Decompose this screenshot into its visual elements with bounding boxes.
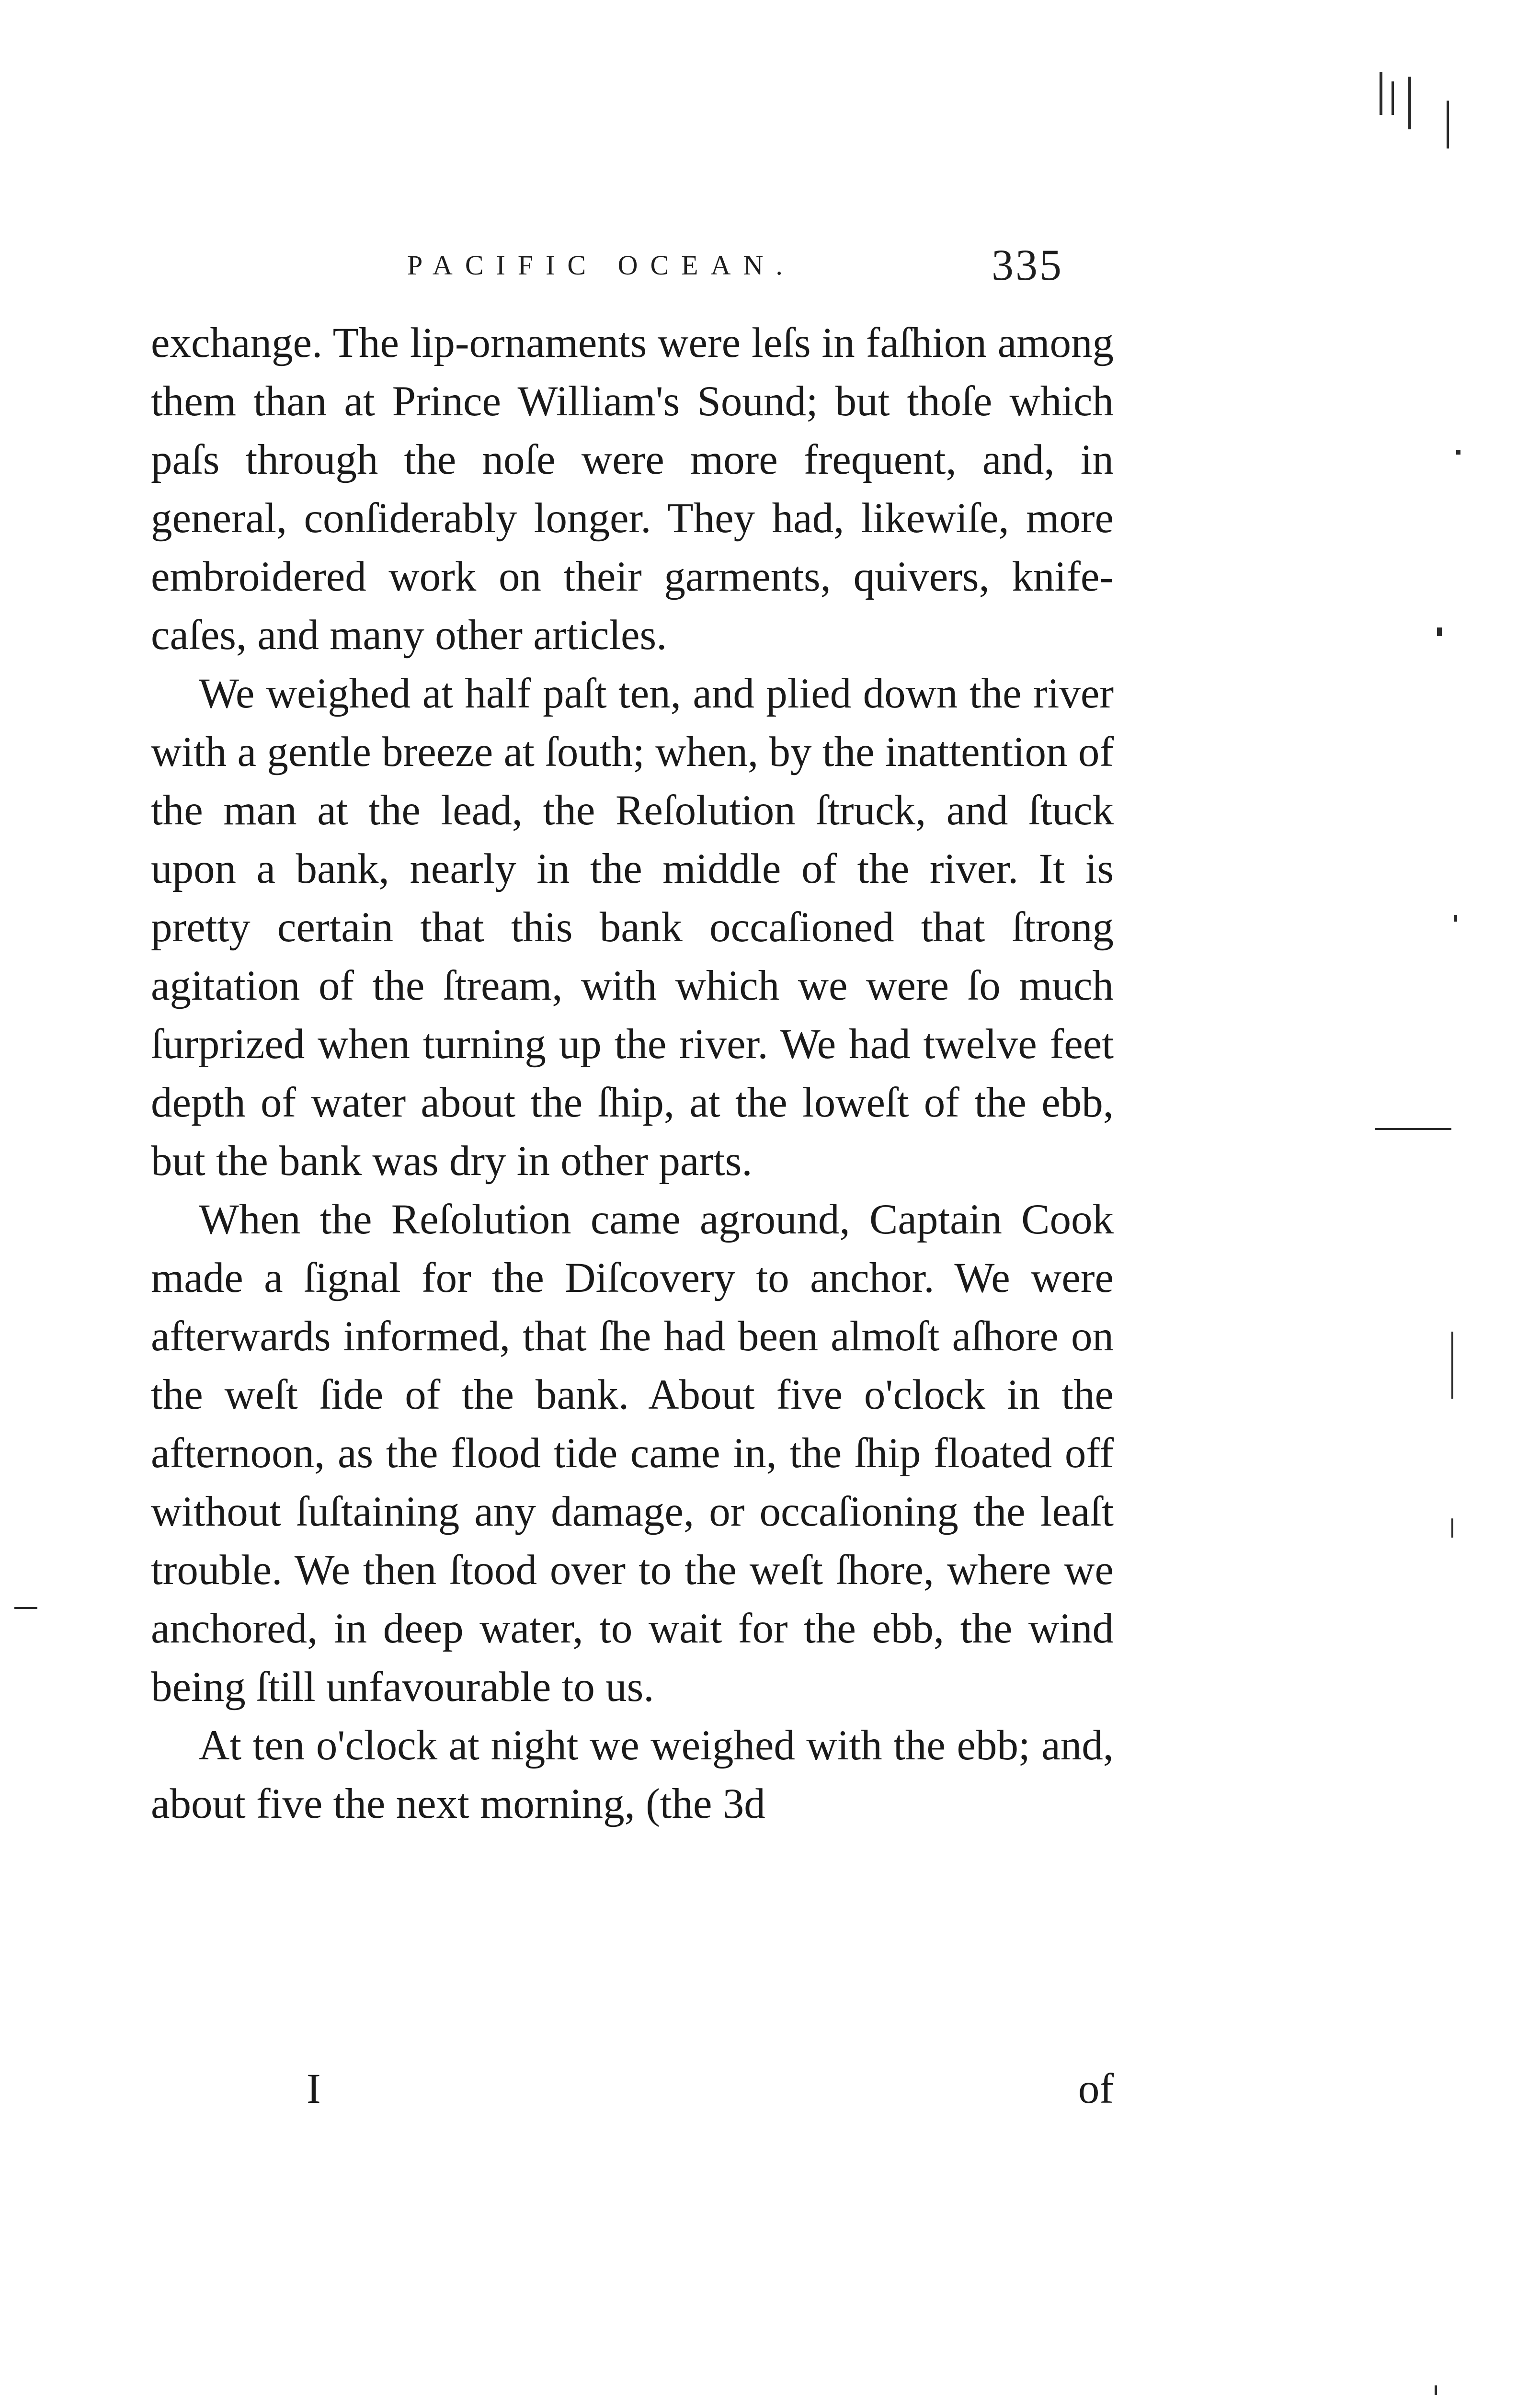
page-number: 335: [992, 240, 1063, 289]
paragraph-4: At ten o'clock at night we weighed with the ebb; and, about five the next morning, (the 3d: [151, 1722, 1114, 1827]
footer-line: [151, 2064, 1114, 2127]
margin-speck: [1451, 1332, 1453, 1399]
margin-speck: [1454, 915, 1457, 922]
margin-speck: [1456, 450, 1460, 455]
margin-speck: [1437, 627, 1442, 636]
margin-speck: [1408, 77, 1411, 129]
margin-speck: [1375, 1128, 1451, 1130]
running-title: PACIFIC OCEAN.: [407, 250, 795, 281]
paragraph-3: When the Reſolution came aground, Captain Cook made a ſignal for the Diſcovery to anchor. We were afterwards informed, that ſhe had been almoſt aſhore on the weſt ſide of the bank. About five o'clock in the afternoon, as the flood tide came in, the ſhip floated off without ſuſtaining any damage, or occaſioning the leaſt trouble. We then ſtood over to the weſt ſhore, where we anchored, in deep water, to wait for the ebb, the wind being ſtill unfavourable to us.: [151, 1196, 1114, 1711]
catchword: of: [1078, 2065, 1114, 2112]
margin-speck: [1451, 1518, 1453, 1538]
signature-mark: I: [307, 2065, 325, 2112]
paragraph-1: exchange. The lip-ornaments were leſs in faſhion among them than at Prince William's Sound; but thoſe which paſs through the noſe were more frequent, and, in general, conſiderably longer. They had, likewiſe, more embroidered work on their garments, quivers, knife-caſes, and many other articles.: [151, 319, 1114, 659]
body-text: [151, 314, 1114, 1833]
paragraph-2: We weighed at half paſt ten, and plied down the river with a gentle breeze at ſouth; when, by the inattention of the man at the lead, the Reſolution ſtruck, and ſtuck upon a bank, nearly in the middle of the river. It is pretty certain that this bank occaſioned that ſtrong agitation of the ſtream, with which we were ſo much ſurprized when turning up the river. We had twelve feet depth of water about the ſhip, at the loweſt of the ebb, but the bank was dry in other parts.: [151, 670, 1114, 1185]
margin-speck: [1392, 81, 1394, 115]
margin-speck: [1380, 72, 1382, 115]
margin-speck: [1447, 101, 1449, 148]
margin-speck: [1435, 2385, 1437, 2395]
margin-speck: [14, 1607, 37, 1609]
